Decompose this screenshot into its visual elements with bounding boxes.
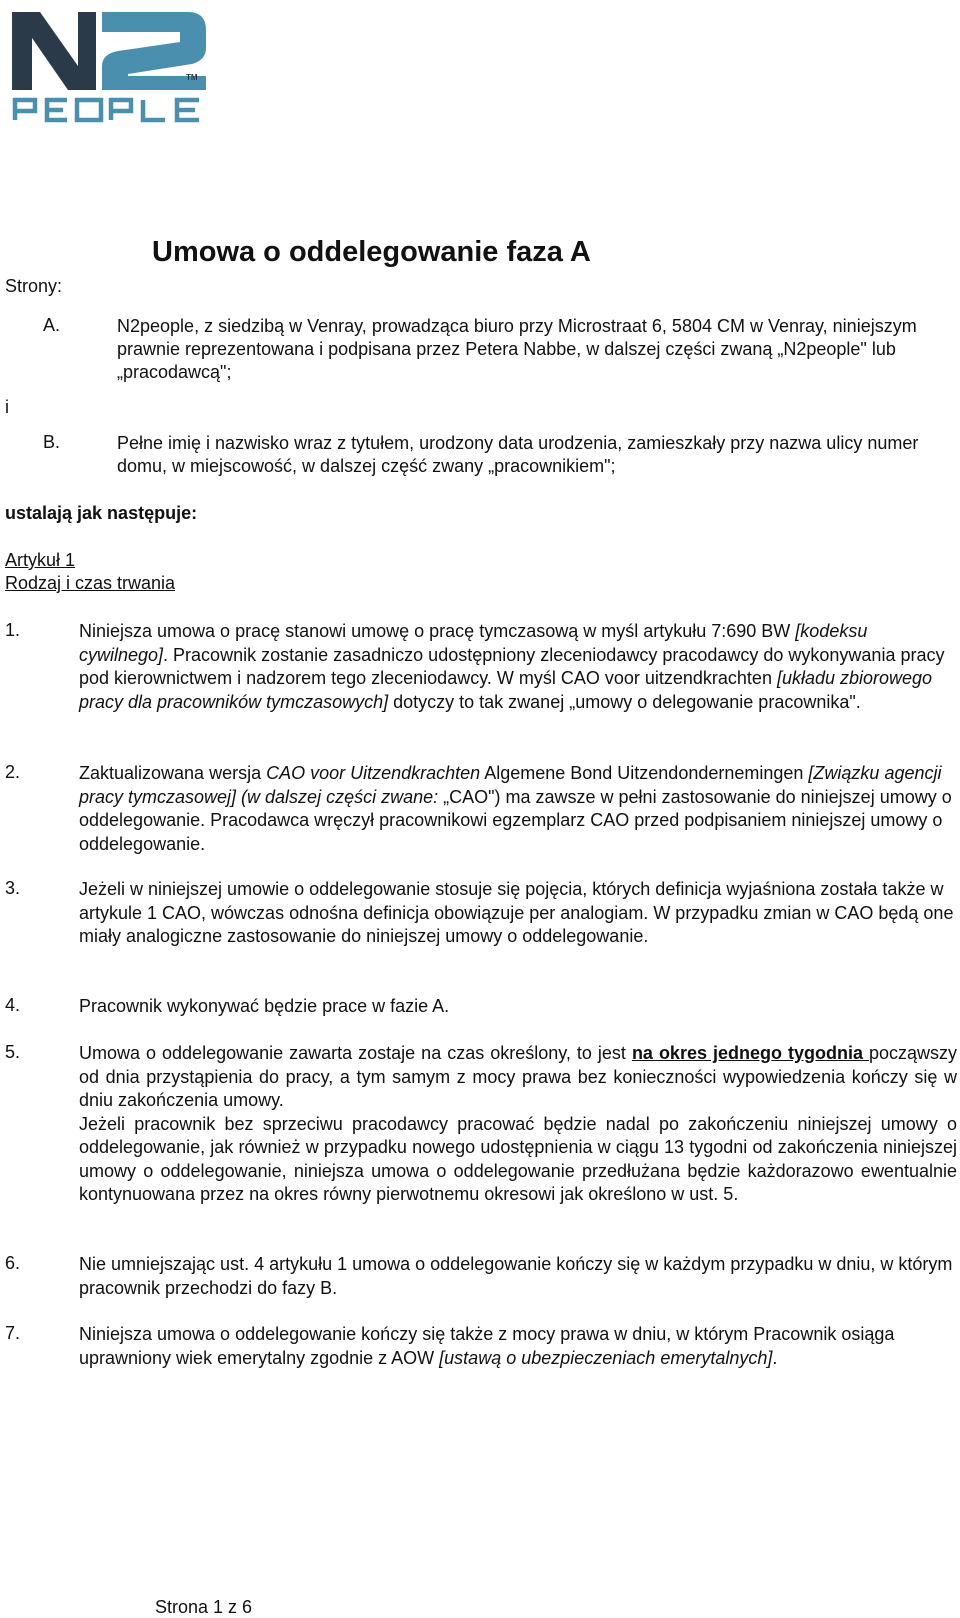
party-a-letter: A.: [43, 315, 61, 335]
party-b-letter: B.: [43, 432, 61, 452]
party-a-text: N2people, z siedzibą w Venray, prowadząca biuro przy Microstraat 6, 5804 CM w Venray, niniejszym prawnie reprezentowana i podpisana przez Petera Nabbe, w dalszej części zwaną „N2people" lub „pracodawcą";: [117, 316, 917, 382]
paragraph-7-text-c: .: [772, 1347, 778, 1368]
paragraph-2: [79, 762, 957, 856]
paragraph-5-text-c: Jeżeli pracownik bez sprzeciwu pracodawcy pracować będzie nadal po zakończeniu niniejszej umowy o oddelegowanie, jak również w przypadku nowego udostępnienia w ciągu 13 tygodni od zakończenia niniejszej umowy o oddelegowanie, niniejsza umowa o oddelegowanie przedłużana będzie każdorazowo ewentualnie kontynuowana przez na okres równy pierwotnemu okresowi jak określono w ust. 5.: [79, 1113, 957, 1204]
paragraph-1-text-a: Niniejsza umowa o pracę stanowi umowę o pracę tymczasową w myśl artykułu 7:690 BW: [79, 621, 796, 641]
paragraph-6: Nie umniejszając ust. 4 artykułu 1 umowa o oddelegowanie kończy się w każdym przypadku w dniu, w którym pracownik przechodzi do fazy B.: [79, 1254, 953, 1298]
page-number: Strona 1 z 6: [155, 1597, 253, 1617]
paragraph-5: [79, 1042, 957, 1207]
paragraph-2-text-d: [Związku agencji pracy tymczasowej] (w dalszej części zwane:: [79, 763, 942, 807]
paragraph-7-text-b: [ustawą o ubezpieczeniach emerytalnych]: [439, 1347, 773, 1368]
logo-tm: TM: [186, 73, 198, 82]
paragraph-7-number: 7.: [5, 1323, 21, 1343]
agreement-intro: ustalają jak następuje:: [5, 503, 198, 523]
paragraph-2-text-e: „CAO") ma zawsze w pełni zastosowanie do niniejszej umowy o oddelegowanie. Pracodawca wręczył pracownikowi egzemplarz CAO przed podpisaniem niniejszej umowy o oddelegowanie.: [79, 786, 952, 854]
paragraph-7-text-a: Niniejsza umowa o oddelegowanie kończy się także z mocy prawa w dniu, w którym Pracownik osiąga uprawniony wiek emerytalny zgodnie z AOW: [79, 1324, 895, 1368]
conjunction-and: i: [5, 397, 9, 417]
parties-label: Strony:: [5, 276, 63, 296]
paragraph-6-number: 6.: [5, 1253, 21, 1273]
logo-people-wordmark: [15, 100, 199, 120]
paragraph-1-text-c: . Pracownik zostanie zasadniczo udostępniony zleceniodawcy pracodawcy do wykonywania pracy pod kierownictwem i nadzorem tego zleceniodawcy. W myśl CAO voor uitzendkrachten: [79, 644, 945, 688]
paragraph-5-number: 5.: [5, 1042, 21, 1062]
paragraph-2-text-a: Zaktualizowana wersja: [79, 763, 267, 783]
paragraph-4-number: 4.: [5, 995, 21, 1015]
paragraph-5-text-a: Umowa o oddelegowanie zawarta zostaje na czas określony, to jest: [79, 1043, 632, 1063]
paragraph-1-text-d: [układu zbiorowego pracy dla pracowników tymczasowych]: [79, 668, 933, 712]
paragraph-2-text-c: Algemene Bond Uitzendondernemingen: [480, 763, 809, 783]
paragraph-4: Pracownik wykonywać będzie prace w fazie A.: [79, 996, 450, 1016]
paragraph-5-text-b: począwszy od dnia przystąpienia do pracy, a tym samym z mocy prawa bez konieczności wypowiedzenia kończy się w dniu zakończenia umowy.: [79, 1043, 958, 1110]
article-number: Artykuł 1: [5, 550, 76, 570]
n2people-logo: [10, 8, 210, 128]
paragraph-7: [79, 1323, 914, 1370]
paragraph-3-number: 3.: [5, 878, 21, 898]
paragraph-2-text-b: CAO voor Uitzendkrachten: [266, 763, 481, 783]
article-heading: Rodzaj i czas trwania: [5, 573, 176, 593]
logo-n2-mark: [12, 12, 206, 90]
paragraph-1-text-e: dotyczy to tak zwanej „umowy o delegowanie pracownika".: [388, 691, 861, 712]
paragraph-1: [79, 620, 957, 714]
party-b-text: Pełne imię i nazwisko wraz z tytułem, urodzony data urodzenia, zamieszkały przy nazwa ulicy numer domu, w miejscowość, w dalszej część zwany „pracownikiem";: [117, 433, 919, 476]
paragraph-3: Jeżeli w niniejszej umowie o oddelegowanie stosuje się pojęcia, których definicja wyjaśniona została także w artykule 1 CAO, wówczas odnośna definicja obowiązuje per analogiam. W przypadku zmian w CAO będą one miały analogiczne zastosowanie do niniejszej umowy o oddelegowanie.: [79, 879, 954, 946]
document-title: Umowa o oddelegowanie faza A: [152, 236, 591, 268]
paragraph-5-duration: na okres jednego tygodnia: [631, 1043, 869, 1063]
paragraph-1-number: 1.: [5, 620, 21, 640]
paragraph-1-text-b: [kodeksu cywilnego]: [79, 621, 868, 665]
paragraph-2-number: 2.: [5, 762, 21, 782]
